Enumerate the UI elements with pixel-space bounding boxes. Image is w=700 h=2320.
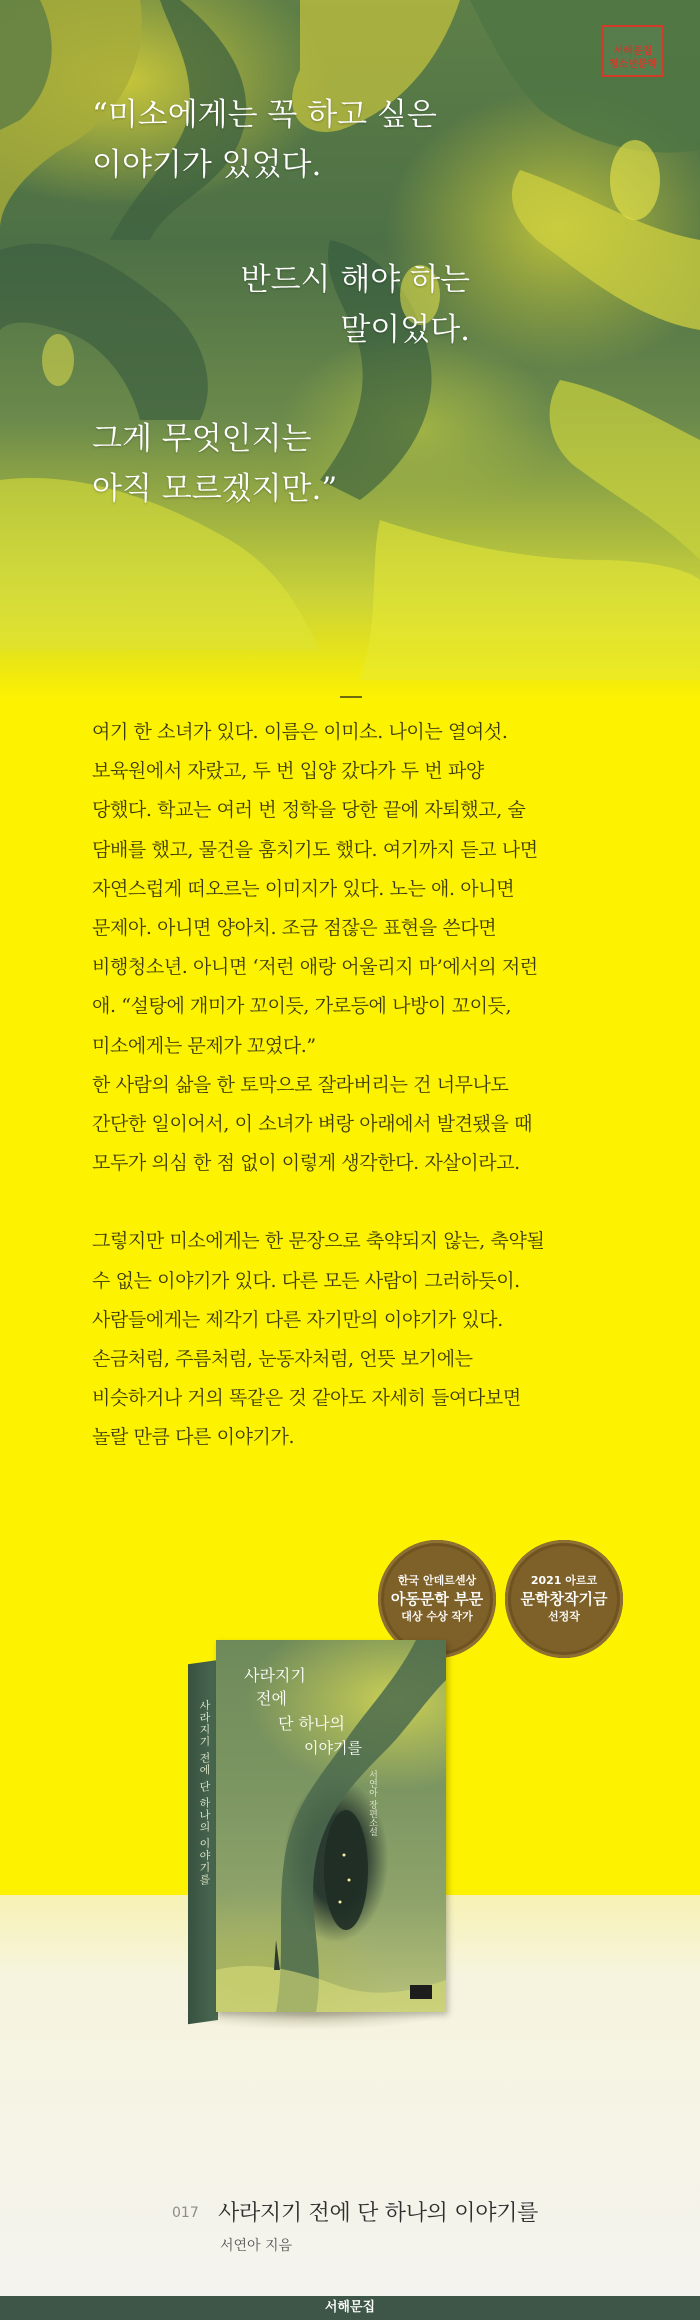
imprint-badge — [602, 25, 664, 77]
text-line: 손금처럼, 주름처럼, 눈동자처럼, 언뜻 보기에는 — [92, 1348, 473, 1371]
text-line: 모두가 의심 한 점 없이 이렇게 생각한다. 자살이라고. — [92, 1152, 520, 1175]
quote-line: 말이었다. — [340, 312, 470, 348]
quote-line: 아직 모르겠지만.” — [92, 471, 338, 507]
text-line: 간단한 일이어서, 이 소녀가 벼랑 아래에서 발견됐을 때 — [92, 1113, 533, 1136]
text-line: 비슷하거나 거의 똑같은 것 같아도 자세히 들여다보면 — [92, 1387, 521, 1410]
text-line: 문제아. 아니면 양아치. 조금 점잖은 표현을 쓴다면 — [92, 917, 497, 940]
publisher-mark — [410, 1985, 432, 1999]
award-line-3: 선정작 — [548, 1610, 580, 1623]
award-line-2: 아동문학 부문 — [390, 1590, 484, 1608]
text-line: 그렇지만 미소에게는 한 문장으로 축약되지 않는, 축약될 — [92, 1230, 545, 1253]
cover-title-line: 전에 — [256, 1689, 287, 1708]
badge-line-1: 서해문집 — [613, 46, 653, 57]
text-line: 자연스럽게 떠오르는 이미지가 있다. 노는 애. 아니면 — [92, 877, 515, 900]
text-line: 여기 한 소녀가 있다. 이름은 이미소. 나이는 열여섯. — [92, 721, 508, 743]
hero-quote-2 — [237, 255, 470, 355]
text-line: 보육원에서 자랐고, 두 번 입양 갔다가 두 번 파양 — [92, 760, 484, 783]
spine-title: 사라지기 전에 단 하나의 이야기를 — [198, 1699, 211, 1887]
text-line: 사람들에게는 제각기 다른 자기만의 이야기가 있다. — [92, 1308, 503, 1331]
quote-line: 이야기가 있었다. — [92, 147, 322, 183]
cover-title-line: 이야기를 — [304, 1739, 362, 1757]
synopsis-paragraph-1 — [92, 713, 652, 1183]
text-line: 미소에게는 문제가 꼬였다.” — [92, 1034, 316, 1057]
cover-title-line: 단 하나의 — [278, 1714, 345, 1733]
book-title: 사라지기 전에 단 하나의 이야기를 — [218, 2201, 539, 2226]
quote-line: “미소에게는 꼭 하고 싶은 — [92, 97, 437, 133]
publisher-logo: 서해문집 — [324, 2300, 376, 2315]
section-divider — [340, 696, 362, 698]
text-line: 놀랄 만큼 다른 이야기가. — [92, 1426, 295, 1449]
synopsis-paragraph-2 — [92, 1222, 652, 1457]
badge-line-2: 청소년문학 — [608, 59, 658, 70]
cover-author: 서연아 장편소설 — [367, 1770, 377, 1836]
cover-tree-illustration — [216, 1640, 446, 2012]
hero-quote-1 — [92, 90, 437, 190]
quote-line: 그게 무엇인지는 — [92, 421, 312, 457]
text-line: 당했다. 학교는 여러 번 정학을 당한 끝에 자퇴했고, 술 — [92, 799, 526, 822]
quote-line: 반드시 해야 하는 — [240, 262, 470, 298]
award-line-1: 한국 안데르센상 — [397, 1574, 477, 1587]
cover-title-line: 사라지기 — [244, 1666, 306, 1685]
text-line: 애. “설탕에 개미가 꼬이듯, 가로등에 나방이 꼬이듯, — [92, 995, 512, 1018]
book-author: 서연아 지음 — [220, 2238, 293, 2254]
hero-quote-3 — [92, 414, 337, 514]
text-line: 담배를 했고, 물건을 훔치기도 했다. 여기까지 듣고 나면 — [92, 838, 538, 861]
award-badge-arko — [505, 1540, 623, 1658]
award-line-1: 2021 아르코 — [530, 1574, 598, 1587]
award-line-2: 문학창작기금 — [520, 1590, 608, 1608]
synopsis-text — [92, 713, 652, 1458]
text-line: 수 없는 이야기가 있다. 다른 모든 사람이 그러하듯이. — [92, 1269, 520, 1292]
text-line: 한 사람의 삶을 한 토막으로 잘라버리는 건 너무나도 — [92, 1073, 509, 1096]
book-cover — [216, 1640, 446, 2012]
text-line: 비행청소년. 아니면 ‘저런 애랑 어울리지 마’에서의 저런 — [92, 956, 538, 979]
hero-illustration — [0, 0, 700, 700]
award-line-3: 대상 수상 작가 — [401, 1610, 473, 1623]
series-number: 017 — [172, 2205, 199, 2221]
